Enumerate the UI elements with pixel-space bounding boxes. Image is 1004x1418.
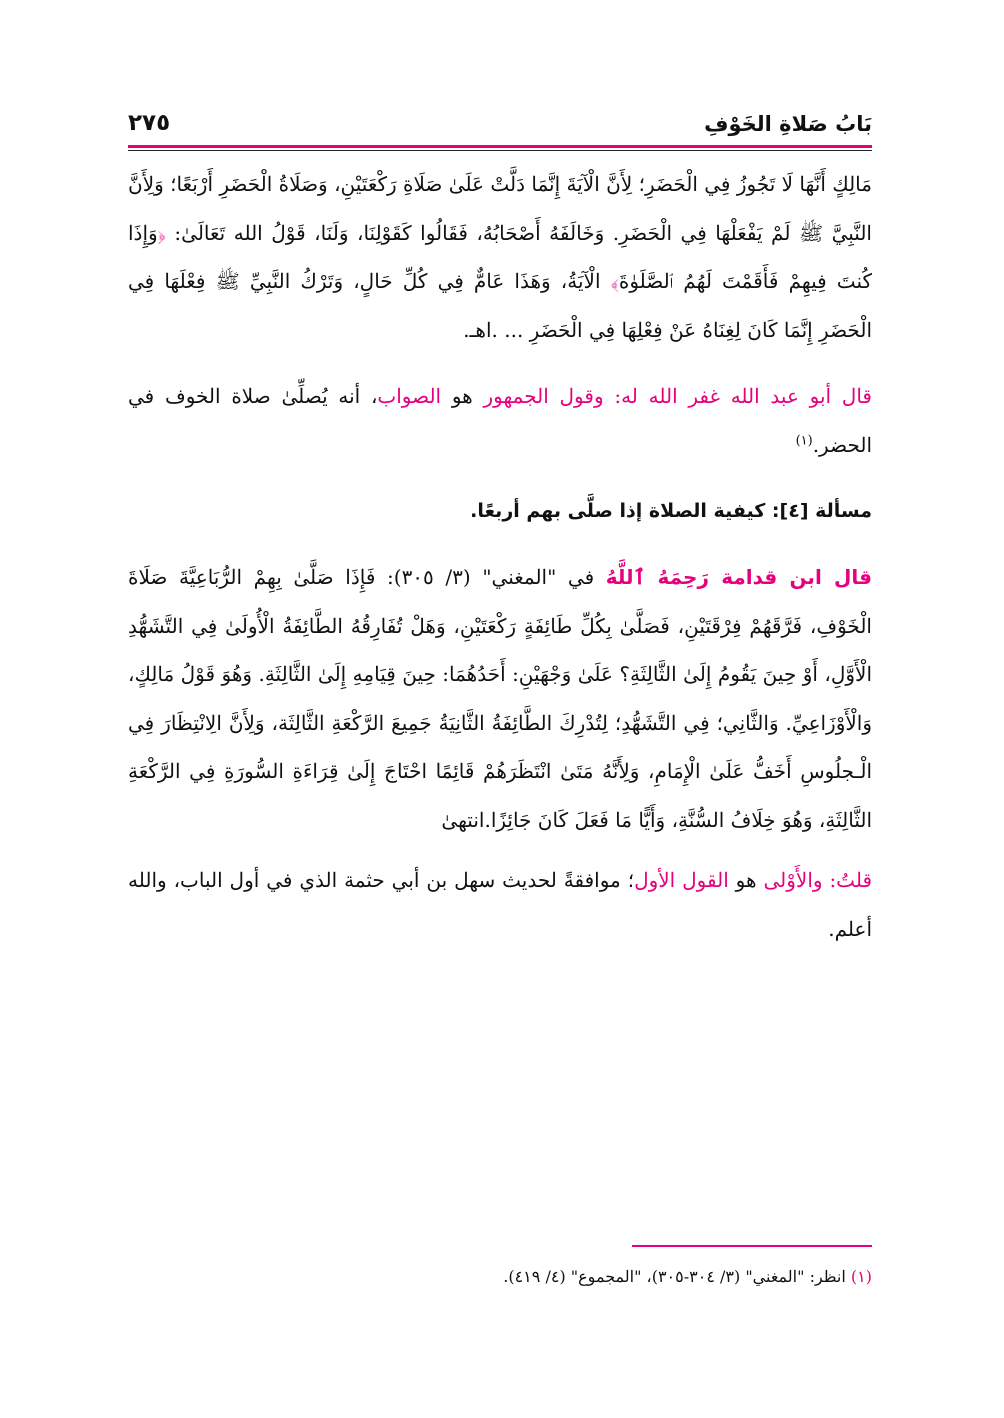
quran-bracket-open: ﴿	[157, 220, 166, 245]
author-conclusion	[128, 856, 872, 953]
comment-connector: هو	[441, 384, 484, 408]
conclusion-text: ؛ موافقةً لحديث سهل بن أبي حثمة الذي في أول الباب، والله أعلم.	[128, 868, 872, 941]
footnote-number: (١)	[850, 1267, 872, 1286]
footnote-text: انظر: "المغني" (٣/ ٣٠٤-٣٠٥)، "المجموع" (٤/ ٤١٩).	[503, 1267, 851, 1286]
quote-text: مَالِكٍ أَنَّهَا لَا تَجُوزُ فِي الْحَضَرِ؛ لِأَنَّ الْآيَةَ إِنَّمَا دَلَّتْ عَلَىٰ صَلَاةِ رَكْعَتَيْنِ، وَصَلَاةُ الْحَضَرِ أَرْبَعًا؛ وَلِأَنَّ النَّبِيَّ ﷺ لَمْ يَفْعَلْهَا فِي الْحَضَرِ. وَخَالَفَهُ أَصْحَابُهُ، فَقَالُوا كَقَوْلِنَا، وَلَنَا، قَوْلُ الله تَعَالَىٰ:	[128, 172, 872, 245]
comment-text: ، أنه يُصلِّىٰ صلاة الخوف في الحضر.	[128, 384, 872, 457]
page-number: ٢٧٥	[128, 110, 171, 136]
comment-ruling: الصواب	[377, 384, 442, 408]
conclusion-connector: هو	[728, 868, 764, 892]
header-rule-accent	[128, 145, 872, 148]
footnote-separator	[632, 1245, 872, 1247]
page-header	[128, 110, 872, 146]
conclusion-lead: قلتُ: والأَوْلى	[763, 868, 873, 892]
conclusion-ruling: القول الأول	[634, 868, 729, 892]
quote-text-after: الْآيَةُ، وَهَذَا عَامٌّ فِي كُلِّ حَالٍ، وَتَرْكُ النَّبِيِّ ﷺ فِعْلَهَا فِي الْحَضَرِ إِنَّمَا كَانَ لِغِنَاهُ عَنْ فِعْلِهَا فِي الْحَضَرِ ... .اهـ.	[128, 269, 872, 342]
quran-verse: وَإِذَا كُنتَ فِيهِمْ فَأَقَمْتَ لَهُمُ ٱلصَّلَوٰةَ	[128, 220, 873, 293]
quote-speaker: قال ابن قدامة رَحِمَهُ ٱللَّهُ	[605, 565, 872, 589]
footnote-reference[interactable]: (١)	[795, 432, 813, 448]
quran-bracket-close: ﴾	[610, 269, 619, 293]
author-attribution: قال أبو عبد الله غفر الله له: وقول الجمهور	[483, 384, 872, 408]
chapter-title: بَابُ صَلاةِ الخَوْفِ	[704, 112, 872, 136]
header-rule	[128, 150, 872, 151]
author-comment	[128, 372, 872, 469]
quote-body: في "المغني" (٣/ ٣٠٥): فَإِذَا صَلَّىٰ بِهِمْ الرُّبَاعِيَّةَ صَلَاةَ الْخَوْفِ، فَرَّقَهُمْ فِرْقَتَيْنِ، فَصَلَّىٰ بِكُلِّ طَائِفَةٍ رَكْعَتَيْنِ، وَهَلْ تُفَارِقُهُ الطَّائِفَةُ الْأُولَىٰ فِي التَّشَهُّدِ الْأَوَّلِ، أَوْ حِينَ يَقُومُ إِلَىٰ الثَّالِثَةِ؟ عَلَىٰ وَجْهَيْنِ: أَحَدُهُمَا: حِينَ قِيَامِهِ إِلَىٰ الثَّالِثَةِ. وَهُوَ قَوْلُ مَالِكٍ، وَالْأَوْزَاعِيِّ. وَالثَّانِي؛ فِي التَّشَهُّدِ؛ لِتُدْرِكَ الطَّائِفَةُ الثَّانِيَةُ جَمِيعَ الرَّكْعَةِ الثَّالِثَة، وَلِأَنَّ الِانْتِظَارَ فِي الْـجلُوسِ أَخَفُّ عَلَىٰ الْإِمَامِ، وَلِأَنَّهُ مَتَىٰ انْتَظَرَهُمْ قَائِمًا احْتَاجَ إِلَىٰ قِرَاءَةِ السُّورَةِ فِي الرَّكْعَةِ الثَّالِثَةِ، وَهُوَ خِلَافُ السُّنَّةِ، وَأَيًّا مَا فَعَلَ كَانَ جَائِزًا.انتهىٰ	[128, 565, 872, 832]
ibn-qudamah-quote	[128, 553, 872, 844]
page-body	[128, 160, 872, 953]
quote-continuation	[128, 160, 872, 354]
issue-heading: مسألة [٤]: كيفية الصلاة إذا صلَّى بهم أربعًا.	[470, 500, 872, 522]
footnote	[128, 1262, 872, 1292]
